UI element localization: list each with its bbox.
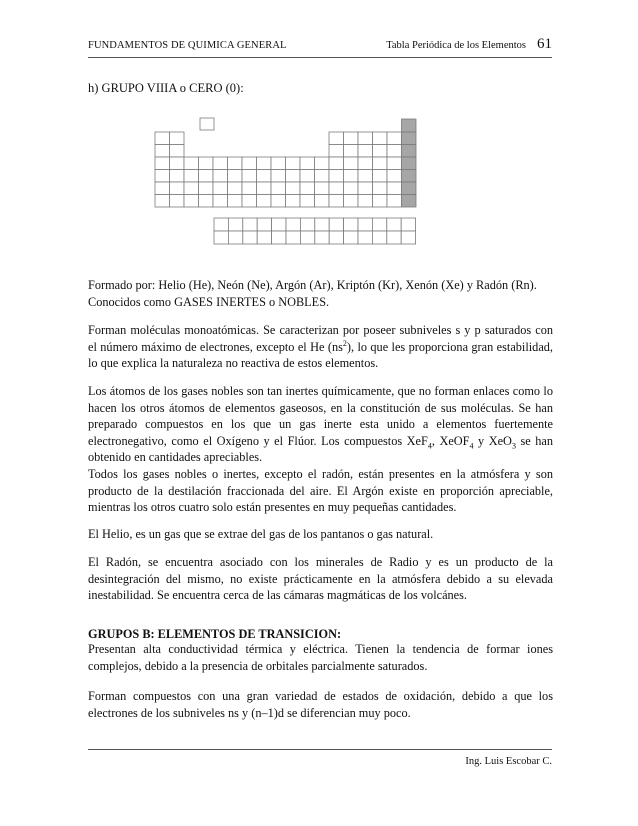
members-common-name: Conocidos como GASES INERTES o NOBLES.: [88, 294, 330, 309]
f-block-cell: [344, 218, 358, 231]
table-cell: [170, 157, 185, 170]
table-cell: [329, 145, 344, 158]
noble-gas-cell: [402, 145, 417, 158]
table-cell: [286, 157, 301, 170]
f-block-cell: [387, 231, 401, 244]
table-cell: [300, 182, 315, 195]
paragraph-radon: El Radón, se encuentra asociado con los minerales de Radio y es un producto de la desintegración del mismo, no existe prácticamente en la atmósfera debido a su elevada inestabilidad. Se encuentra cerca de las cámaras magmáticas de los volcánes.: [88, 555, 553, 603]
table-cell: [358, 195, 373, 208]
table-cell: [170, 182, 185, 195]
f-block-cell: [272, 218, 286, 231]
table-cell: [199, 157, 214, 170]
f-block-cell: [243, 231, 257, 244]
table-cell: [329, 170, 344, 183]
table-cell: [155, 182, 170, 195]
table-cell: [358, 182, 373, 195]
table-cell: [257, 170, 272, 183]
table-cell: [358, 157, 373, 170]
table-cell: [257, 157, 272, 170]
table-cell: [213, 170, 228, 183]
table-cell: [184, 195, 199, 208]
paragraph-atmosphere: Todos los gases nobles o inertes, excepto el radón, están presentes en la atmósfera y son producto de la destilación fraccionada del aire. El Argón existe en proporción apreciable, mientras los otros cuatro solo están presentes en muy pequeñas cantidades.: [88, 467, 553, 515]
f-block-cell: [329, 231, 343, 244]
table-cell: [315, 170, 330, 183]
f-block-cell: [228, 231, 242, 244]
paragraph-monoatomic: Forman moléculas monoatómicas. Se caracterizan por poseer subniveles s y p saturados con el número máximo de electrones, excepto el He $(ns^2)$, lo que les proporciona gran estabilidad, lo que explica la naturaleza no reactiva de estos elementos.: [88, 323, 554, 371]
table-cell: [242, 182, 257, 195]
table-cell: [358, 145, 373, 158]
table-cell: [300, 157, 315, 170]
f-block-cell: [272, 231, 286, 244]
f-block-cell: [401, 231, 415, 244]
table-cell: [358, 170, 373, 183]
table-cell: [329, 195, 344, 208]
f-block-cell: [329, 218, 343, 231]
table-cell: [257, 182, 272, 195]
f-block-cell: [358, 218, 372, 231]
table-cell: [344, 132, 359, 145]
f-block-cell: [214, 218, 228, 231]
table-cell: [329, 132, 344, 145]
table-cell: [271, 182, 286, 195]
members-text: Formado por: Helio (He), Neón (Ne), Argón (Ar), Kriptón (Kr), Xenón (Xe) y Radón (Rn).: [88, 278, 537, 292]
table-cell: [257, 195, 272, 208]
noble-gas-cell: [402, 157, 417, 170]
f-block-cell: [257, 231, 271, 244]
table-cell: [155, 170, 170, 183]
f-block-cell: [243, 218, 257, 231]
table-cell: [228, 170, 243, 183]
paragraph-transition-1: Presentan alta conductividad térmica y eléctrica. Tienen la tendencia de formar iones complejos, debido a la presencia de orbitales parcialmente saturados.: [88, 642, 553, 673]
table-cell: [387, 132, 402, 145]
table-cell: [344, 170, 359, 183]
table-cell: [242, 157, 257, 170]
f-block-cell: [315, 218, 329, 231]
periodic-table-diagram: [0, 0, 638, 260]
table-cell: [344, 157, 359, 170]
table-cell: [184, 182, 199, 195]
table-cell: [213, 195, 228, 208]
page-number: 61: [537, 36, 552, 52]
table-cell: [344, 182, 359, 195]
table-cell: [228, 195, 243, 208]
table-cell: [170, 170, 185, 183]
table-cell: [199, 182, 214, 195]
f-block-cell: [286, 231, 300, 244]
table-cell: [329, 182, 344, 195]
table-cell: [373, 145, 388, 158]
f-block-cell: [344, 231, 358, 244]
paragraph-transition-2: Forman compuestos con una gran variedad de estados de oxidación, debido a que los electrones de los subniveles ns y (n–1)d se diferencian muy poco.: [88, 689, 553, 720]
f-block-cell: [358, 231, 372, 244]
f-block-cell: [228, 218, 242, 231]
table-cell: [329, 157, 344, 170]
table-cell: [213, 157, 228, 170]
table-cell: [315, 157, 330, 170]
table-cell: [271, 195, 286, 208]
noble-gas-cell: [402, 182, 417, 195]
f-block-cell: [286, 218, 300, 231]
table-cell: [344, 145, 359, 158]
table-cell: [170, 195, 185, 208]
f-block-cell: [300, 218, 314, 231]
table-cell: [155, 195, 170, 208]
paragraph-members: [88, 277, 553, 310]
table-cell: [358, 132, 373, 145]
table-cell: [242, 195, 257, 208]
f-block-cell: [300, 231, 314, 244]
hydrogen-cell: [200, 118, 214, 130]
table-cell: [271, 170, 286, 183]
table-cell: [387, 195, 402, 208]
header-chapter-title: Tabla Periódica de los Elementos: [386, 40, 526, 51]
table-cell: [155, 157, 170, 170]
f-block-cell: [387, 218, 401, 231]
table-cell: [213, 182, 228, 195]
table-cell: [373, 170, 388, 183]
table-cell: [286, 195, 301, 208]
table-cell: [199, 195, 214, 208]
paragraph-inert: Los átomos de los gases nobles son tan inertes químicamente, que no forman enlaces como lo hacen los otros átomos de elementos gaseosos, en la constitución de sus moléculas. Se han preparado compuestos en los que un gas inerte esta unido a elementos fuertemente electronegativo, como el Oxígeno y el Flúor. Los compuestos XeF$_4$, XeOF$_4$ y XeO$_3$ se han obtenido en cantidades apreciables.: [88, 384, 553, 465]
table-cell: [373, 132, 388, 145]
page-footer: [88, 749, 552, 770]
f-block-cell: [372, 231, 386, 244]
table-cell: [387, 145, 402, 158]
section-heading: h) GRUPO VIIIA o CERO (0):: [88, 81, 244, 95]
table-cell: [387, 170, 402, 183]
table-cell: [286, 182, 301, 195]
table-cell: [315, 182, 330, 195]
f-block-cell: [257, 218, 271, 231]
table-cell: [271, 157, 286, 170]
f-block-cell: [214, 231, 228, 244]
f-block-cell: [372, 218, 386, 231]
table-cell: [373, 182, 388, 195]
header-course-title: FUNDAMENTOS DE QUIMICA GENERAL: [88, 40, 287, 51]
table-cell: [170, 132, 185, 145]
groups-b-heading: GRUPOS B: ELEMENTOS DE TRANSICION:: [88, 627, 342, 641]
table-cell: [315, 195, 330, 208]
table-cell: [373, 157, 388, 170]
f-block-cell: [315, 231, 329, 244]
table-cell: [387, 157, 402, 170]
noble-gas-cell: [402, 170, 417, 183]
table-cell: [228, 182, 243, 195]
table-cell: [155, 145, 170, 158]
table-cell: [155, 132, 170, 145]
table-cell: [300, 170, 315, 183]
table-cell: [242, 170, 257, 183]
table-cell: [373, 195, 388, 208]
table-cell: [286, 170, 301, 183]
table-cell: [184, 170, 199, 183]
table-cell: [344, 195, 359, 208]
footer-author: Ing. Luis Escobar C.: [465, 756, 552, 767]
table-cell: [387, 182, 402, 195]
f-block-cell: [401, 218, 415, 231]
paragraph-helium: El Helio, es un gas que se extrae del gas de los pantanos o gas natural.: [88, 527, 434, 541]
table-cell: [228, 157, 243, 170]
helium-cell-highlighted: [402, 119, 417, 132]
table-cell: [170, 145, 185, 158]
table-cell: [300, 195, 315, 208]
noble-gas-cell: [402, 195, 417, 208]
table-cell: [199, 170, 214, 183]
noble-gas-cell: [402, 132, 417, 145]
table-cell: [184, 157, 199, 170]
